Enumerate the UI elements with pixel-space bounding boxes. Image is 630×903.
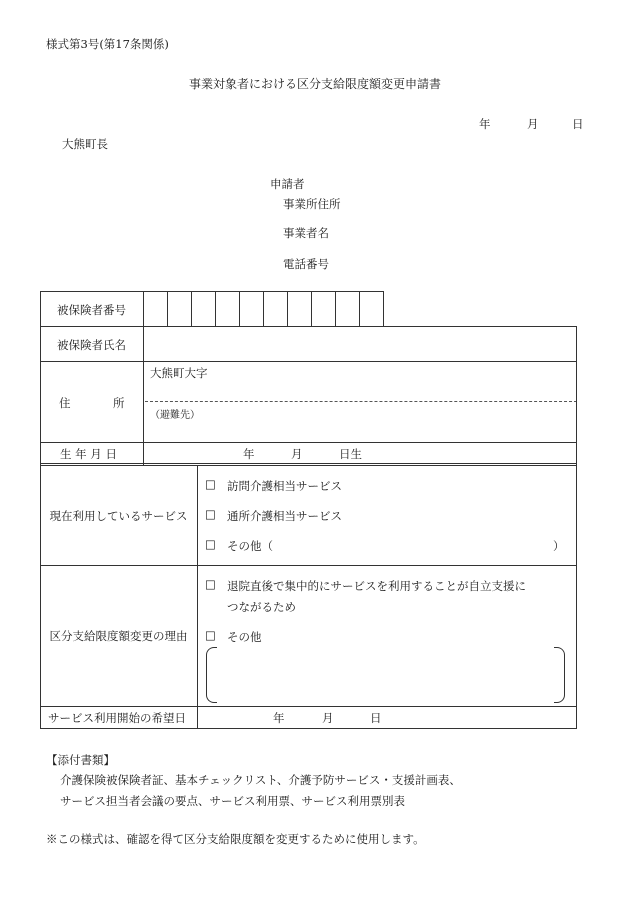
date-month-label: 月 xyxy=(527,117,539,131)
reason-other-bracket-right xyxy=(554,647,565,703)
address-prefix: 大熊町大字 xyxy=(150,366,208,380)
attachments-line-2: サービス担当者会議の要点、サービス利用票、サービス利用票別表 xyxy=(60,794,405,808)
insured-number-label: 被保険者番号 xyxy=(57,303,126,317)
start-date-day: 日 xyxy=(370,711,382,725)
service-checkbox-other[interactable]: □ xyxy=(205,537,216,551)
birthdate-day: 日生 xyxy=(339,447,362,461)
reason-option-discharge-line2: つながるため xyxy=(227,600,296,614)
insured-name-label: 被保険者氏名 xyxy=(57,338,126,352)
applicant-heading: 申請者 xyxy=(270,177,305,191)
birthdate-label: 生 年 月 日 xyxy=(60,447,117,461)
usage-note: ※この様式は、確認を得て区分支給限度額を変更するために使用します。 xyxy=(46,832,425,846)
start-date-month: 月 xyxy=(322,711,334,725)
reason-other-bracket-left xyxy=(206,647,217,703)
current-services-label: 現在利用しているサービス xyxy=(49,509,188,523)
reason-option-other: その他 xyxy=(227,630,262,644)
reason-option-discharge-line1: 退院直後で集中的にサービスを利用することが自立支援に xyxy=(227,579,526,593)
page-title: 事業対象者における区分支給限度額変更申請書 xyxy=(188,77,441,91)
service-checkbox-daycare[interactable]: □ xyxy=(205,507,216,521)
reason-checkbox-discharge[interactable]: □ xyxy=(205,577,216,591)
attachments-heading: 【添付書類】 xyxy=(46,753,115,767)
address-label-2: 所 xyxy=(113,396,125,410)
form-number: 様式第3号(第17条関係) xyxy=(46,37,169,51)
address-label-1: 住 xyxy=(59,396,71,410)
service-checkbox-visit[interactable]: □ xyxy=(205,477,216,491)
reason-label: 区分支給限度額変更の理由 xyxy=(49,629,188,643)
reason-checkbox-other[interactable]: □ xyxy=(205,628,216,642)
service-option-daycare: 通所介護相当サービス xyxy=(227,509,342,523)
addressee: 大熊町長 xyxy=(62,137,108,151)
start-date-year: 年 xyxy=(273,711,285,725)
evacuation-label: （避難先） xyxy=(150,410,200,421)
date-day-label: 日 xyxy=(572,117,584,131)
office-address-label: 事業所住所 xyxy=(283,197,341,211)
business-name-label: 事業者名 xyxy=(283,226,329,240)
birthdate-month: 月 xyxy=(291,447,303,461)
birthdate-year: 年 xyxy=(243,447,255,461)
service-option-visit: 訪問介護相当サービス xyxy=(227,479,342,493)
service-option-other: その他（ xyxy=(227,539,273,553)
start-date-label: サービス利用開始の希望日 xyxy=(48,711,186,725)
date-year-label: 年 xyxy=(479,117,491,131)
attachments-line-1: 介護保険被保険者証、基本チェックリスト、介護予防サービス・支援計画表、 xyxy=(60,773,461,787)
phone-label: 電話番号 xyxy=(283,257,329,271)
service-other-close-paren: ） xyxy=(553,539,565,553)
